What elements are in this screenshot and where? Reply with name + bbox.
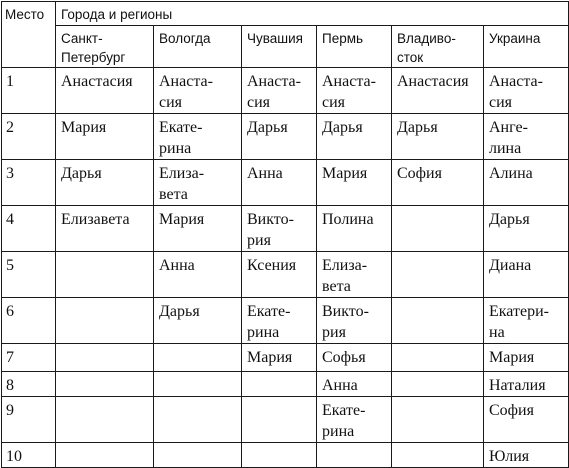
- name-cell-vladivostok: Дарья: [392, 114, 484, 160]
- place-cell: 2: [2, 114, 56, 160]
- place-cell: 10: [2, 443, 56, 468]
- name-cell-ukraine: София: [484, 397, 569, 443]
- name-cell-spb: Мария: [56, 114, 154, 160]
- name-cell-vladivostok: [392, 206, 484, 252]
- name-cell-vladivostok: [392, 443, 484, 468]
- region-header-vologda: Вологда: [154, 26, 242, 68]
- name-cell-chuvashia: [242, 443, 317, 468]
- name-cell-perm: Викто- рия: [317, 298, 392, 344]
- name-cell-vladivostok: София: [392, 160, 484, 206]
- name-cell-vologda: Елиза- вета: [154, 160, 242, 206]
- name-cell-chuvashia: [242, 397, 317, 443]
- name-cell-vologda: Мария: [154, 206, 242, 252]
- table-row: [2, 298, 569, 344]
- name-cell-perm: Дарья: [317, 114, 392, 160]
- region-header-vladivostok: Владиво- сток: [392, 26, 484, 68]
- name-cell-spb: Дарья: [56, 160, 154, 206]
- table-row: [2, 114, 569, 160]
- place-header: Место: [2, 2, 56, 68]
- name-cell-vologda: Анна: [154, 252, 242, 298]
- table-row: [2, 68, 569, 114]
- table-row: [2, 206, 569, 252]
- name-cell-spb: Елизавета: [56, 206, 154, 252]
- name-cell-perm: Екате- рина: [317, 397, 392, 443]
- name-cell-vologda: Дарья: [154, 298, 242, 344]
- name-cell-vladivostok: [392, 372, 484, 397]
- name-cell-perm: Анаста- сия: [317, 68, 392, 114]
- name-cell-perm: Елиза- вета: [317, 252, 392, 298]
- name-cell-vladivostok: [392, 344, 484, 372]
- table-row: [2, 372, 569, 397]
- table-row: [2, 160, 569, 206]
- name-cell-perm: Мария: [317, 160, 392, 206]
- name-cell-chuvashia: Викто- рия: [242, 206, 317, 252]
- header-row-top: [2, 2, 569, 26]
- place-cell: 7: [2, 344, 56, 372]
- place-cell: 6: [2, 298, 56, 344]
- name-cell-vologda: [154, 397, 242, 443]
- name-cell-spb: [56, 443, 154, 468]
- name-cell-chuvashia: Дарья: [242, 114, 317, 160]
- name-cell-chuvashia: Ксения: [242, 252, 317, 298]
- names-ranking-table: [1, 1, 569, 468]
- name-cell-perm: Софья: [317, 344, 392, 372]
- place-cell: 8: [2, 372, 56, 397]
- region-header-chuvashia: Чувашия: [242, 26, 317, 68]
- name-cell-vladivostok: [392, 252, 484, 298]
- name-cell-spb: [56, 252, 154, 298]
- name-cell-ukraine: Анаста- сия: [484, 68, 569, 114]
- name-cell-vologda: Анаста- сия: [154, 68, 242, 114]
- name-cell-vladivostok: [392, 397, 484, 443]
- name-cell-ukraine: Дарья: [484, 206, 569, 252]
- place-cell: 9: [2, 397, 56, 443]
- name-cell-chuvashia: Анаста- сия: [242, 68, 317, 114]
- name-cell-chuvashia: Екате- рина: [242, 298, 317, 344]
- name-cell-vologda: [154, 344, 242, 372]
- name-cell-spb: [56, 298, 154, 344]
- name-cell-ukraine: Анге- лина: [484, 114, 569, 160]
- name-cell-spb: [56, 344, 154, 372]
- region-header-perm: Пермь: [317, 26, 392, 68]
- name-cell-vologda: [154, 443, 242, 468]
- region-header-ukraine: Украина: [484, 26, 569, 68]
- name-cell-spb: [56, 372, 154, 397]
- name-cell-chuvashia: [242, 372, 317, 397]
- place-cell: 5: [2, 252, 56, 298]
- name-cell-vladivostok: [392, 298, 484, 344]
- table-row: [2, 344, 569, 372]
- name-cell-ukraine: Алина: [484, 160, 569, 206]
- name-cell-perm: Полина: [317, 206, 392, 252]
- cities-regions-header: Города и регионы: [56, 2, 569, 26]
- name-cell-chuvashia: Мария: [242, 344, 317, 372]
- name-cell-vologda: Екате- рина: [154, 114, 242, 160]
- name-cell-spb: Анастасия: [56, 68, 154, 114]
- name-cell-vologda: [154, 372, 242, 397]
- place-cell: 4: [2, 206, 56, 252]
- name-cell-ukraine: Мария: [484, 344, 569, 372]
- table-row: [2, 397, 569, 443]
- place-cell: 1: [2, 68, 56, 114]
- name-cell-ukraine: Наталия: [484, 372, 569, 397]
- place-cell: 3: [2, 160, 56, 206]
- name-cell-spb: [56, 397, 154, 443]
- table-row: [2, 443, 569, 468]
- name-cell-ukraine: Юлия: [484, 443, 569, 468]
- name-cell-vladivostok: Анастасия: [392, 68, 484, 114]
- header-row-regions: [2, 26, 569, 68]
- name-cell-perm: [317, 443, 392, 468]
- name-cell-ukraine: Диана: [484, 252, 569, 298]
- name-cell-perm: Анна: [317, 372, 392, 397]
- table-row: [2, 252, 569, 298]
- name-cell-chuvashia: Анна: [242, 160, 317, 206]
- region-header-spb: Санкт- Петербург: [56, 26, 154, 68]
- name-cell-ukraine: Екатери- на: [484, 298, 569, 344]
